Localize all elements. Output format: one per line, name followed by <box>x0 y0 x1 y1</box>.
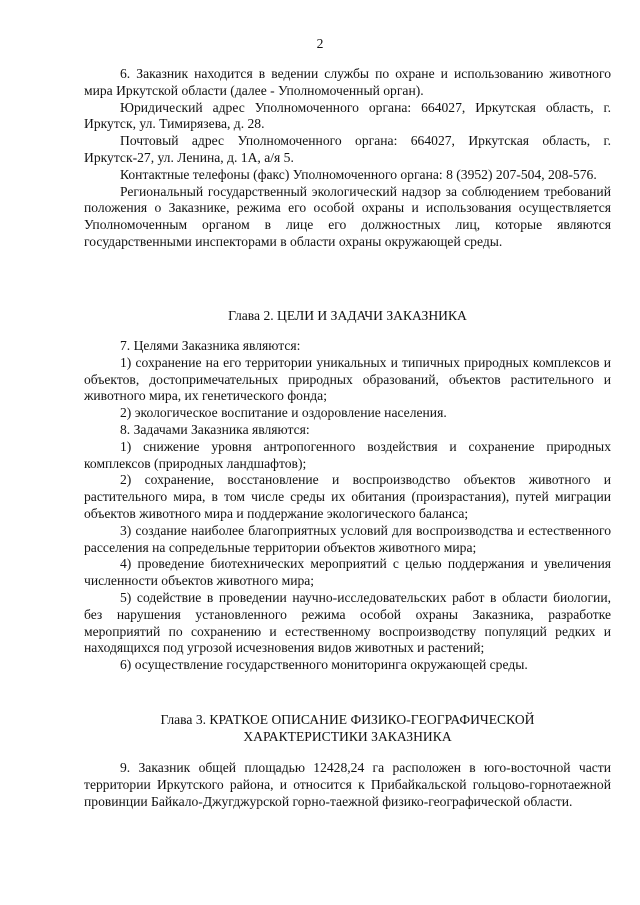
list-item: 2) экологическое воспитание и оздоровление населения. <box>120 405 447 421</box>
list-item: 2) сохранение, восстановление и воспроизводство объектов животного и растительного мира, в том числе среды их обитания (произрастания), путей миграции объектов животного мира и поддержание экологического баланса; <box>84 472 611 521</box>
chapter-3-title-line-1: Глава 3. КРАТКОЕ ОПИСАНИЕ ФИЗИКО-ГЕОГРАФИЧЕСКОЙ <box>160 712 535 727</box>
chapter-2-title: Глава 2. ЦЕЛИ И ЗАДАЧИ ЗАКАЗНИКА <box>228 308 467 323</box>
paragraph: 6. Заказник находится в ведении службы по охране и использованию животного мира Иркутской области (далее - Уполномоченный орган). <box>84 66 611 98</box>
chapter-3-heading <box>84 712 611 746</box>
section-administration <box>84 66 611 251</box>
page-number: 2 <box>316 36 324 51</box>
paragraph: Почтовый адрес Уполномоченного органа: 664027, Иркутская область, г. Иркутск-27, ул. Ленина, д. 1А, а/я 5. <box>84 133 611 165</box>
paragraph: Контактные телефоны (факс) Уполномоченного органа: 8 (3952) 207-504, 208-576. <box>120 166 597 182</box>
chapter-3-title-line-2: ХАРАКТЕРИСТИКИ ЗАКАЗНИКА <box>243 728 452 744</box>
paragraph: Юридический адрес Уполномоченного органа: 664027, Иркутская область, г. Иркутск, ул. Тимирязева, д. 28. <box>84 99 611 132</box>
paragraph: 9. Заказник общей площадью 12428,24 га расположен в юго-восточной части территории Иркутского района, и относится к Прибайкальской гольцово-горнотаежной провинции Байкало-Джугджурской горно-таежной физико-географической области. <box>84 760 611 809</box>
list-item: 6) осуществление государственного мониторинга окружающей среды. <box>120 657 528 673</box>
paragraph: Региональный государственный экологический надзор за соблюдением требований положения о Заказнике, режима его особой охраны и использования осуществляется Уполномоченным органом в лице его должностных лиц, которые являются государственными инспекторами в области охраны окружающей среды. <box>84 183 611 249</box>
paragraph: 7. Целями Заказника являются: <box>120 338 301 353</box>
list-item: 5) содействие в проведении научно-исследовательских работ в области биологии, без нарушения установленного режима особой охраны Заказника, разработке мероприятий по сохранению и естественному воспроизводству популяций редких и находящихся под угрозой исчезновения видов животных и растений; <box>84 589 611 656</box>
list-item: 4) проведение биотехнических мероприятий с целью поддержания и увеличения численности объектов животного мира; <box>84 556 611 589</box>
paragraph: 8. Задачами Заказника являются: <box>120 421 310 437</box>
list-item: 1) сохранение на его территории уникальных и типичных природных комплексов и объектов, достопримечательных природных образований, объектов растительного и животного мира, их генетического фонда; <box>84 354 611 404</box>
section-geography <box>84 760 611 810</box>
section-goals-tasks <box>84 338 611 674</box>
list-item: 1) снижение уровня антропогенного воздействия и сохранение природных комплексов (природных ландшафтов); <box>84 438 611 471</box>
chapter-2-heading <box>84 308 611 325</box>
list-item: 3) создание наиболее благоприятных условий для воспроизводства и естественного расселения на сопредельные территории объектов животного мира; <box>84 522 611 555</box>
